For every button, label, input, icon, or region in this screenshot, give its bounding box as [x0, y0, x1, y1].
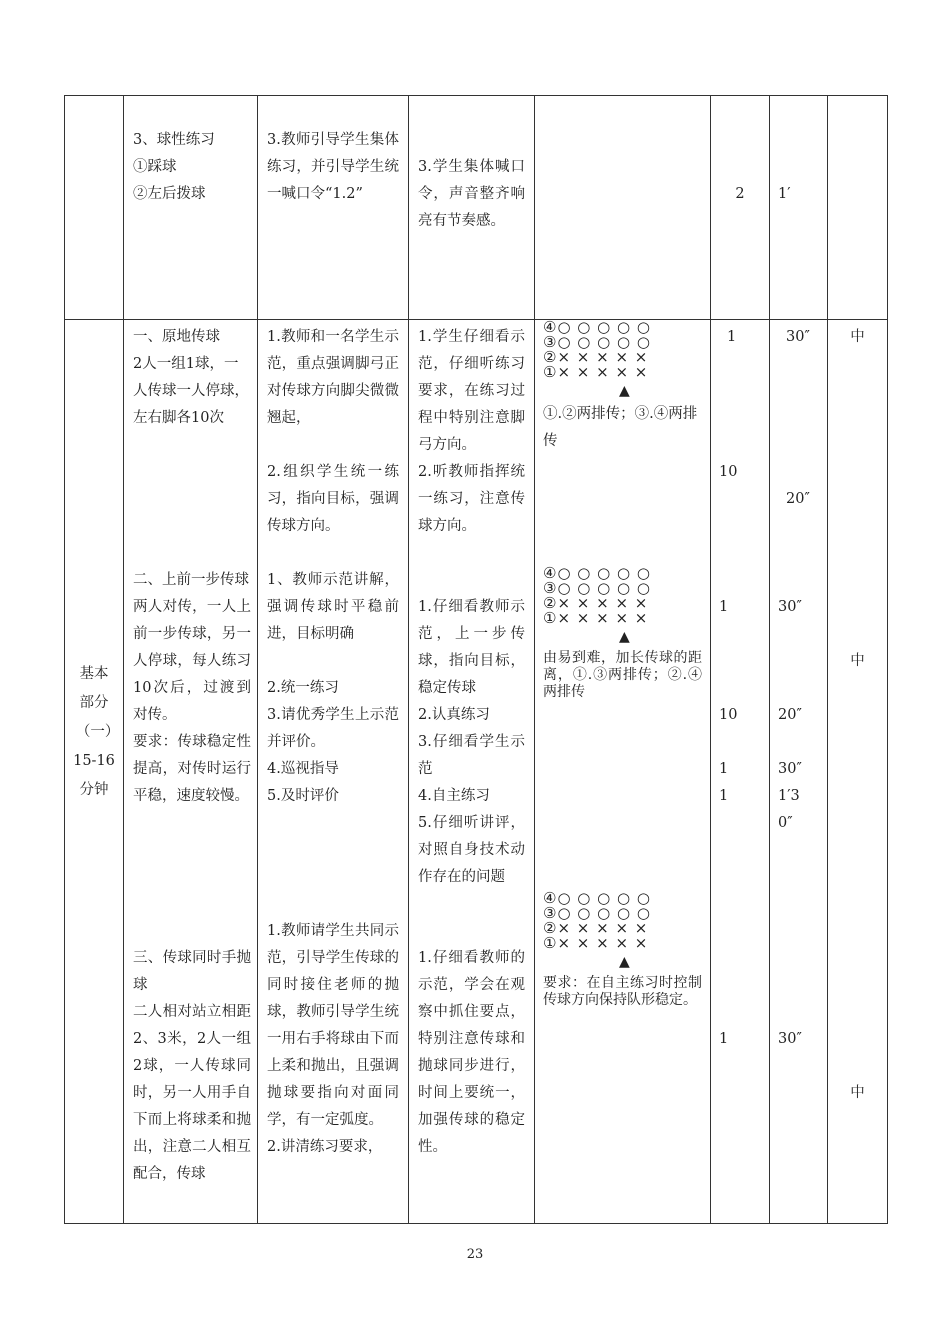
duration-value: 30″	[778, 599, 802, 615]
student-a: 1.学生仔细看示范，仔细听练习要求，在练习过程中特别注意脚弓方向。 2.听教师指挥统一练习，注意传球方向。	[418, 329, 525, 534]
times-value: 1	[719, 599, 729, 615]
teacher-cell	[258, 320, 409, 1224]
duration-value: 1′	[778, 186, 791, 202]
duration-value: 30″	[778, 1031, 802, 1047]
formation-row-3: ③○ ○ ○ ○ ○	[543, 333, 651, 351]
content-text: 3、球性练习 ①踩球 ②左后拨球	[133, 132, 215, 202]
student-cell	[409, 96, 535, 320]
teacher-b: 1、教师示范讲解，强调传球时平稳前进，目标明确 2.统一练习 3.请优秀学生上示范并评价。 4.巡视指导 5.及时评价	[267, 572, 399, 804]
formation-row-4: ④○ ○ ○ ○ ○	[543, 889, 651, 907]
teacher-text: 3.教师引导学生集体练习，并引导学生统一喊口令“1.2”	[267, 132, 399, 202]
section-cell-empty	[65, 96, 124, 320]
teacher-triangle-icon: ▲	[619, 629, 630, 645]
teacher-c: 1.教师请学生共同示范，引导学生传球的同时接住老师的抛球，教师引导学生统一用右手将球由下而上柔和抛出，且强调抛球要指向对面同学，有一定弧度。 2.讲清练习要求，	[267, 923, 399, 1155]
times-cell	[711, 320, 770, 1224]
teacher-a: 1.教师和一名学生示范，重点强调脚弓正对传球方向脚尖微微翘起， 2.组织学生统一练习，指向目标，强调传球方向。	[267, 329, 399, 534]
formation-diagram-a	[543, 320, 651, 380]
formation-row-4: ④○ ○ ○ ○ ○	[543, 320, 651, 336]
duration-value: 30″	[778, 761, 802, 777]
times-value: 10	[719, 707, 738, 723]
formation-b-note: 由易到难，加长传球的距离，①.③两排传；②.④两排传	[543, 650, 702, 700]
row-warmup	[65, 96, 888, 320]
formation-cell	[535, 320, 711, 1224]
content-cell	[124, 96, 258, 320]
lesson-plan-table	[64, 95, 888, 1224]
formation-diagram-c	[543, 891, 651, 951]
duration-cell	[770, 320, 828, 1224]
formation-diagram-b	[543, 566, 651, 626]
student-c: 1.仔细看教师的示范，学会在观察中抓住要点，特别注意传球和抛球同步进行，时间上要统一，加强传球的稳定性。	[418, 950, 525, 1155]
formation-cell	[535, 96, 711, 320]
duration-cell	[770, 96, 828, 320]
content-c: 三、传球同时手抛球 二人相对站立相距2、3米，2人一组2球，一人传球同时，另一人用手自下而上将球柔和抛出，注意二人相互配合，传球	[133, 950, 251, 1182]
times-cell	[711, 96, 770, 320]
times-value: 1	[719, 761, 729, 777]
student-text: 3.学生集体喊口令，声音整齐响亮有节奏感。	[418, 159, 525, 229]
formation-row-3: ③○ ○ ○ ○ ○	[543, 579, 651, 597]
row-basic-part	[65, 320, 888, 1224]
formation-row-2: ②× × × × ×	[543, 348, 649, 366]
content-b: 二、上前一步传球 两人对传，一人上前一步传球，另一人停球，每人练习10次后，过渡到对传。 要求：传球稳定性提高，对传时运行平稳，速度较慢。	[133, 572, 251, 804]
formation-row-2: ②× × × × ×	[543, 919, 649, 937]
times-value: 10	[719, 464, 738, 480]
formation-row-2: ②× × × × ×	[543, 594, 649, 612]
formation-c-note: 要求：在自主练习时控制传球方向保持队形稳定。	[543, 975, 702, 1008]
section-cell	[65, 320, 124, 1224]
duration-value: 20″	[778, 707, 802, 723]
intensity-value: 中	[850, 329, 865, 345]
page-number: 23	[466, 1247, 484, 1262]
student-cell	[409, 320, 535, 1224]
formation-row-1: ①× × × × ×	[543, 609, 649, 627]
formation-row-1: ①× × × × ×	[543, 363, 649, 381]
duration-value: 1′30″	[778, 788, 800, 831]
intensity-cell	[828, 320, 888, 1224]
intensity-value: 中	[850, 1085, 865, 1101]
teacher-cell	[258, 96, 409, 320]
formation-row-3: ③○ ○ ○ ○ ○	[543, 904, 651, 922]
teacher-triangle-icon: ▲	[619, 954, 630, 970]
student-b: 1.仔细看教师示范，上一步传球，指向目标，稳定传球 2.认真练习 3.仔细看学生示范 4.自主练习 5.仔细听讲评，对照自身技术动作存在的问题	[418, 599, 525, 885]
intensity-cell	[828, 96, 888, 320]
formation-row-4: ④○ ○ ○ ○ ○	[543, 564, 651, 582]
duration-value: 30″	[786, 329, 810, 345]
formation-row-1: ①× × × × ×	[543, 934, 649, 952]
duration-value: 20″	[786, 491, 810, 507]
section-label: 基本部分（一）15-16分钟	[73, 666, 115, 798]
content-cell	[124, 320, 258, 1224]
formation-a-note: ①.②两排传；③.④两排传	[543, 406, 698, 449]
intensity-value: 中	[850, 653, 865, 669]
times-value: 2	[735, 186, 745, 202]
times-value: 1	[727, 329, 737, 345]
times-value: 1	[719, 1031, 729, 1047]
teacher-triangle-icon: ▲	[619, 383, 630, 399]
times-value: 1	[719, 788, 729, 804]
content-a: 一、原地传球 2人一组1球，一人传球一人停球，左右脚各10次	[133, 329, 249, 426]
